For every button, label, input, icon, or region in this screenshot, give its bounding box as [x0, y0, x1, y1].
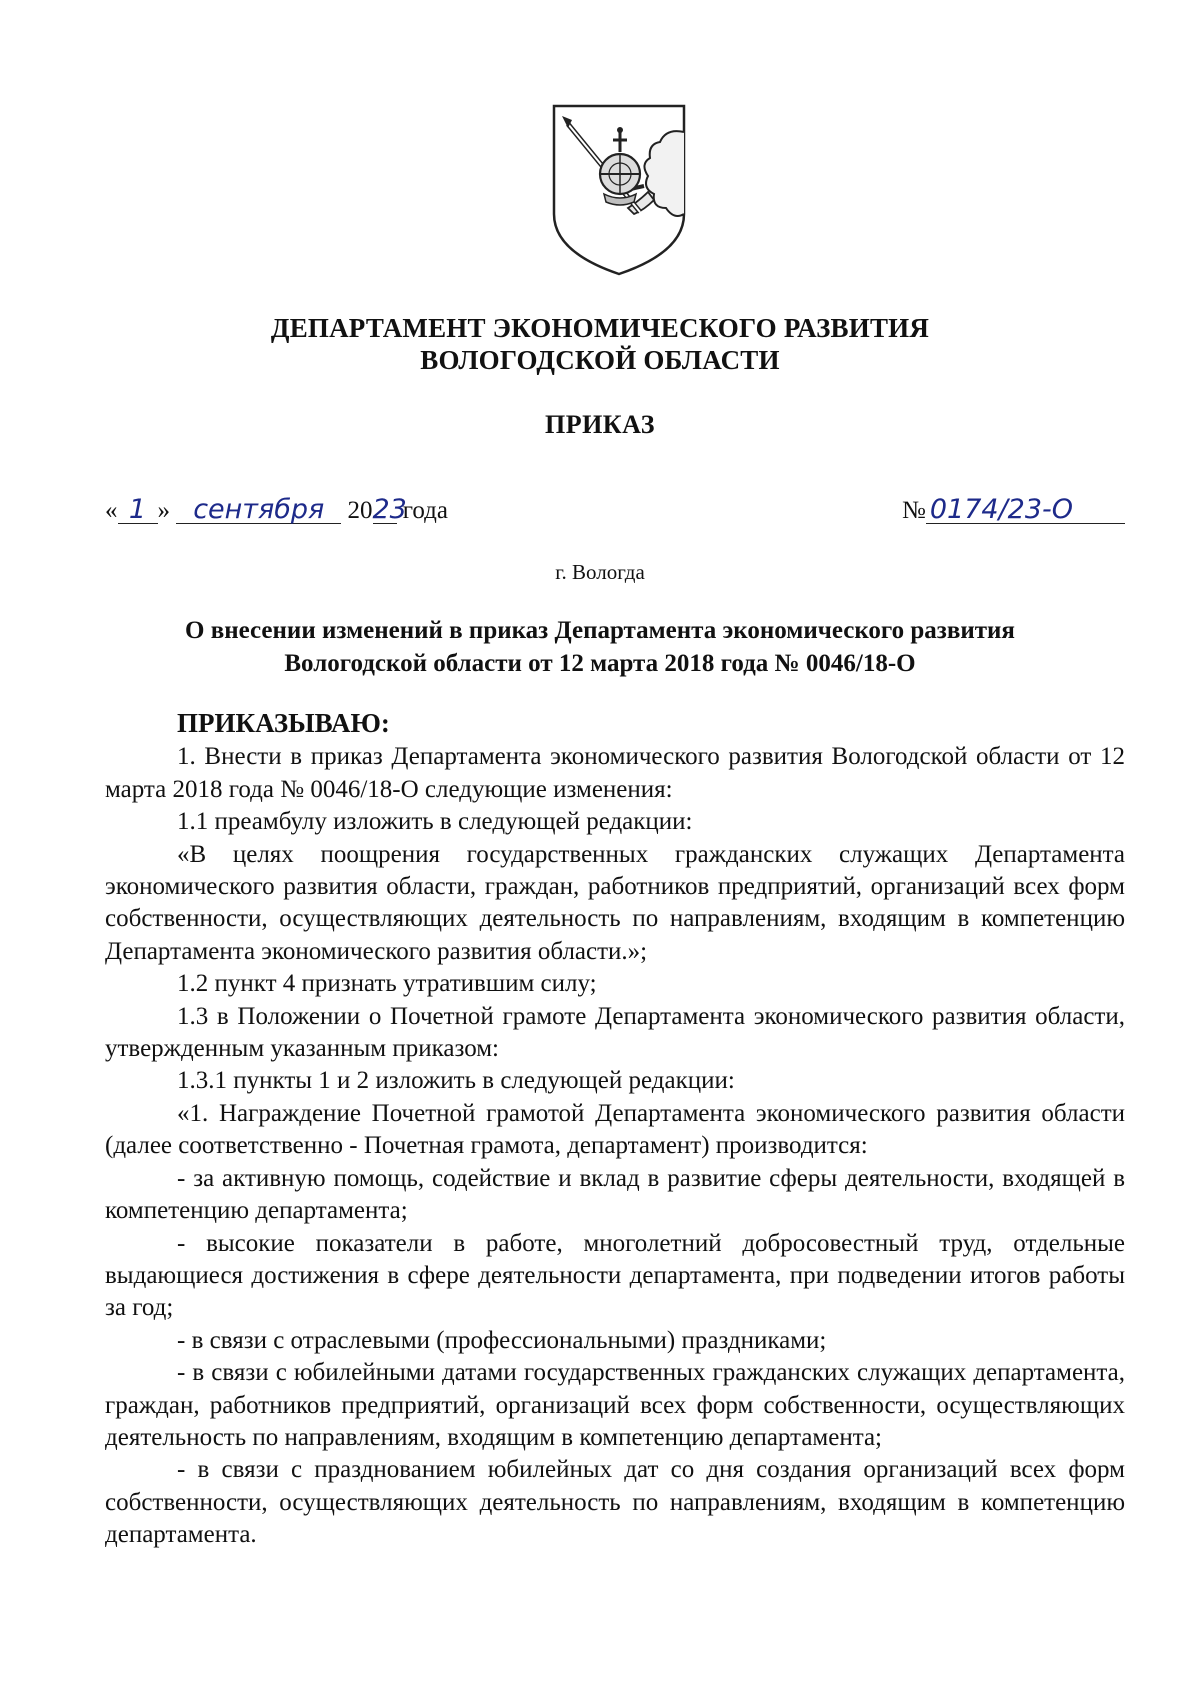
- document-type-title: ПРИКАЗ: [544, 410, 656, 439]
- date-year-prefix: 20: [347, 497, 373, 524]
- document-number: [902, 494, 1125, 525]
- number-label: №: [902, 497, 926, 524]
- document-body: [105, 707, 1125, 1552]
- date-year-handwritten: 23: [372, 494, 407, 525]
- body-paragraph: «1. Награждение Почетной грамотой Департамента экономического развития области (далее соответственно - Почетная грамота, департамент) производится:: [105, 1099, 1125, 1160]
- order-word: ПРИКАЗЫВАЮ:: [177, 708, 390, 738]
- date-month-handwritten: сентября: [176, 497, 341, 524]
- body-paragraph: - высокие показатели в работе, многолетний добросовестный труд, отдельные выдающиеся достижения в сфере деятельности департамента, при подведении итогов работы за год;: [105, 1229, 1125, 1322]
- coat-of-arms-icon: [548, 102, 690, 278]
- body-paragraph: 1.2 пункт 4 признать утратившим силу;: [177, 970, 597, 998]
- body-paragraph: 1. Внести в приказ Департамента экономического развития Вологодской области от 12 марта 2018 года № 0046/18-О следующие изменения:: [105, 743, 1125, 803]
- date-day-handwritten: 1: [118, 497, 158, 524]
- subject-line2: Вологодской области от 12 марта 2018 года № 0046/18-О: [284, 650, 916, 677]
- document-date: [105, 494, 448, 525]
- date-open-quote: «: [105, 497, 118, 524]
- date-close-quote: »: [157, 497, 170, 524]
- date-year-word: года: [402, 497, 448, 524]
- organization-name-line1: ДЕПАРТАМЕНТ ЭКОНОМИЧЕСКОГО РАЗВИТИЯ: [270, 313, 930, 343]
- number-handwritten: 0174/23-О: [926, 497, 1125, 524]
- body-paragraph: 1.3 в Положении о Почетной грамоте Департамента экономического развития области, утвержденным указанным приказом:: [105, 1002, 1125, 1063]
- organization-name-line2: ВОЛОГОДСКОЙ ОБЛАСТИ: [420, 345, 780, 375]
- city-name: г. Вологда: [555, 560, 645, 584]
- subject-line1: О внесении изменений в приказ Департамента экономического развития: [185, 617, 1015, 644]
- body-paragraph: 1.1 преамбулу изложить в следующей редакции:: [177, 808, 693, 836]
- body-paragraph: - в связи с празднованием юбилейных дат со дня создания организаций всех форм собственности, осуществляющих деятельность по направлениям, входящим в компетенцию департамента.: [105, 1456, 1125, 1549]
- body-paragraph: - за активную помощь, содействие и вклад в развитие сферы деятельности, входящей в компетенцию департамента;: [105, 1164, 1125, 1225]
- document-subject: [0, 614, 1200, 680]
- body-paragraph: «В целях поощрения государственных гражданских служащих Департамента экономического развития области, граждан, работников предприятий, организаций всех форм собственности, осуществляющих деятельность по направлениям, входящим в компетенцию Департамента экономического развития области.»;: [105, 840, 1125, 965]
- body-paragraph: - в связи с юбилейными датами государственных гражданских служащих департамента, граждан, работников предприятий, организаций всех форм собственности, осуществляющих деятельность по направлениям, входящим в компетенцию департамента;: [105, 1359, 1125, 1451]
- body-paragraph: - в связи с отраслевыми (профессиональными) праздниками;: [177, 1326, 827, 1354]
- body-paragraph: 1.3.1 пункты 1 и 2 изложить в следующей редакции:: [177, 1067, 735, 1095]
